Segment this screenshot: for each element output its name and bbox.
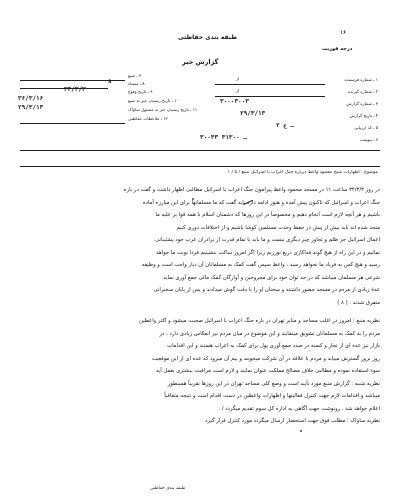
body-line: نظریه شنبه : گزارش منبع مورد تأیید است و وضع کلی مساجد تهران در این روزها تقریباً همینطور	[167, 380, 380, 387]
field-line	[215, 96, 325, 97]
body-line: مردم را به کمک به مسلمانان تشویق مینمایند و این موضوع در میان مردم نیز انعکاس زیادی دارد ، در	[159, 330, 380, 337]
field-label: ۱۲ ـ ملاحظات حفاظتی	[128, 116, 168, 121]
body-line: رسید و هیچ کس به فریاد ما نخواهد رسید ، واعظ سپس گفت کمک به مسلمانان آن دیار واجب است و وظیفه	[141, 262, 380, 268]
body-line: جنگ اعراب و اسرائیل که تاکنون پیش آمده و هنوز ادامه دارد باید گفت که ما مسلمانها برای این مبارزه آماده	[142, 199, 380, 206]
field-label: ۸ ـ منشاء	[128, 81, 145, 86]
field-label: ۲ ـ شماره گیرنده	[347, 89, 378, 94]
field-line	[20, 123, 125, 124]
field-aux: از	[236, 88, 240, 93]
field-value: ۳۴/۳/۳	[64, 86, 86, 93]
body-line: متفرق شدند . ( ۸ )	[337, 299, 380, 306]
header-divider	[20, 150, 380, 151]
field-value: ۳۰۰۴۳ ـ ۳۱۳۰۰	[200, 134, 247, 141]
report-title: گزارش خبر	[182, 58, 219, 66]
field-label: ۹ ـ تاریخ وقوع	[128, 89, 153, 94]
field-label: ۶ ـ پیوست	[359, 137, 378, 142]
field-label: ۱۰ ـ تاریخ رسیدن خبر به منبع	[128, 98, 179, 103]
body-line: اعمال اسرائیل جز ظلم و تجاوز چیز دیگری نیست و ما باید با تمام قدرت از برادران عرب خود پشتیبانی	[155, 237, 380, 243]
field-label: ۴ ـ تاریخ گزارش	[349, 113, 378, 118]
field-value: ۸	[108, 78, 112, 85]
field-value: ۲۹/۳/۱۳	[240, 110, 266, 117]
signature-mark: ۱۶	[340, 30, 347, 36]
report-body	[20, 184, 380, 428]
subject-divider	[20, 166, 380, 167]
priority-label: درجه فوریت	[322, 46, 353, 52]
body-line: اعلام خواهد شد . رونوشت جهت آگاهی به اداره کل سوم تقدیم میگردد / .	[218, 405, 380, 412]
subject-line: موضوع : اظهارات شیخ محمود واعظ درباره جنگ اعراب با اسرائیل منبع / ۵ / ۱	[227, 170, 378, 175]
body-line: میباشد و اقدامات لازم جهت کنترل فعالیتها و اظهارات واعظین در دست اقدام است و نتیجه متعاقباً	[164, 393, 380, 399]
field-value: ۲۹/۳/۱۳	[18, 104, 44, 111]
body-line: نظریه منبع : امروز در اغلب مساجد و منابر تهران در باره جنگ اعراب با اسرائیل صحبت میشود و اکثر واعظین	[139, 318, 380, 324]
field-label: ۳ ـ شماره گزارش	[346, 101, 378, 106]
field-label: ۱۱ ـ تاریخ رسیدن خبر به مسئول ساواک	[128, 107, 198, 112]
body-line: نظریه ساواک : مطلب فوق جهت استحضار ارسال میگردد مورد کنترل قرار گیرد	[205, 418, 380, 424]
field-aux: از	[236, 76, 240, 81]
field-value: ۳۰۰۰۳۰۰۳	[220, 98, 249, 105]
field-value: ۲ ـ ج	[276, 122, 295, 129]
ink-speck	[300, 430, 302, 432]
body-line: روز بروز گسترش مییابد و مردم با علاقه در آن شرکت میجویند و بیم آن میرود که عده ای از این موقعیت	[151, 355, 380, 362]
body-line: متحد شده اند باید بیش از پیش در حفظ وحدت مسلمین کوشا باشیم و از اختلافات دوری کنیم	[176, 224, 380, 231]
field-label: ۱ ـ شماره فرستنده	[344, 77, 378, 82]
field-line	[215, 84, 325, 85]
field-label: ۷ ـ منبع	[128, 73, 142, 78]
body-line: باشیم و هر آنچه لازم است انجام دهیم و مخصوصاً در این روزها که دشمنان اسلام با همه قوا بر علیه ما	[155, 212, 380, 218]
body-line: بازار نیز عده ای از تجار و کسبه در صدد جمع آوری پول برای کمک به اعراب هستند و این اقدامات	[167, 343, 380, 349]
classification-header: طبقه بندی حفاظتی	[178, 34, 237, 41]
classification-footer: طبقه بندی حفاظتی	[150, 486, 186, 491]
body-line: شرعی هر مسلمان میباشد که در حد توان خود برای مجروحین و آوارگان کمک مالی جمع آوری نماید	[163, 274, 380, 281]
ink-speck	[192, 198, 194, 200]
body-line: نمائیم و در این راه از هیچ گونه فداکاری دریغ نورزیم زیرا اگر امروز ساکت بنشینیم فردا نوبت ما خواهد	[156, 249, 380, 256]
body-line: عدهٔ زیادی از مردم در مسجد حضور داشتند و سخنان او را با دقت گوش میدادند و پس از پایان سخنرانی	[153, 287, 380, 293]
field-label: ۵ ـ کد ارزیابی	[354, 125, 378, 130]
field-value: ۳۶/۳/۱۶	[18, 95, 44, 102]
body-line: سوء استفاده نموده و مطالبی خلاف مصالح مملکت عنوان نمایند و لازم است مراقبت بیشتری بعمل آید	[156, 368, 380, 374]
body-line: در روز ۳۴/۳/۳ ساعت ۱۱ در مسجد محمود واعظ پیرامون جنگ اعراب با اسرائیل مطالبی اظهار داشت و گفت در باره	[123, 187, 380, 193]
